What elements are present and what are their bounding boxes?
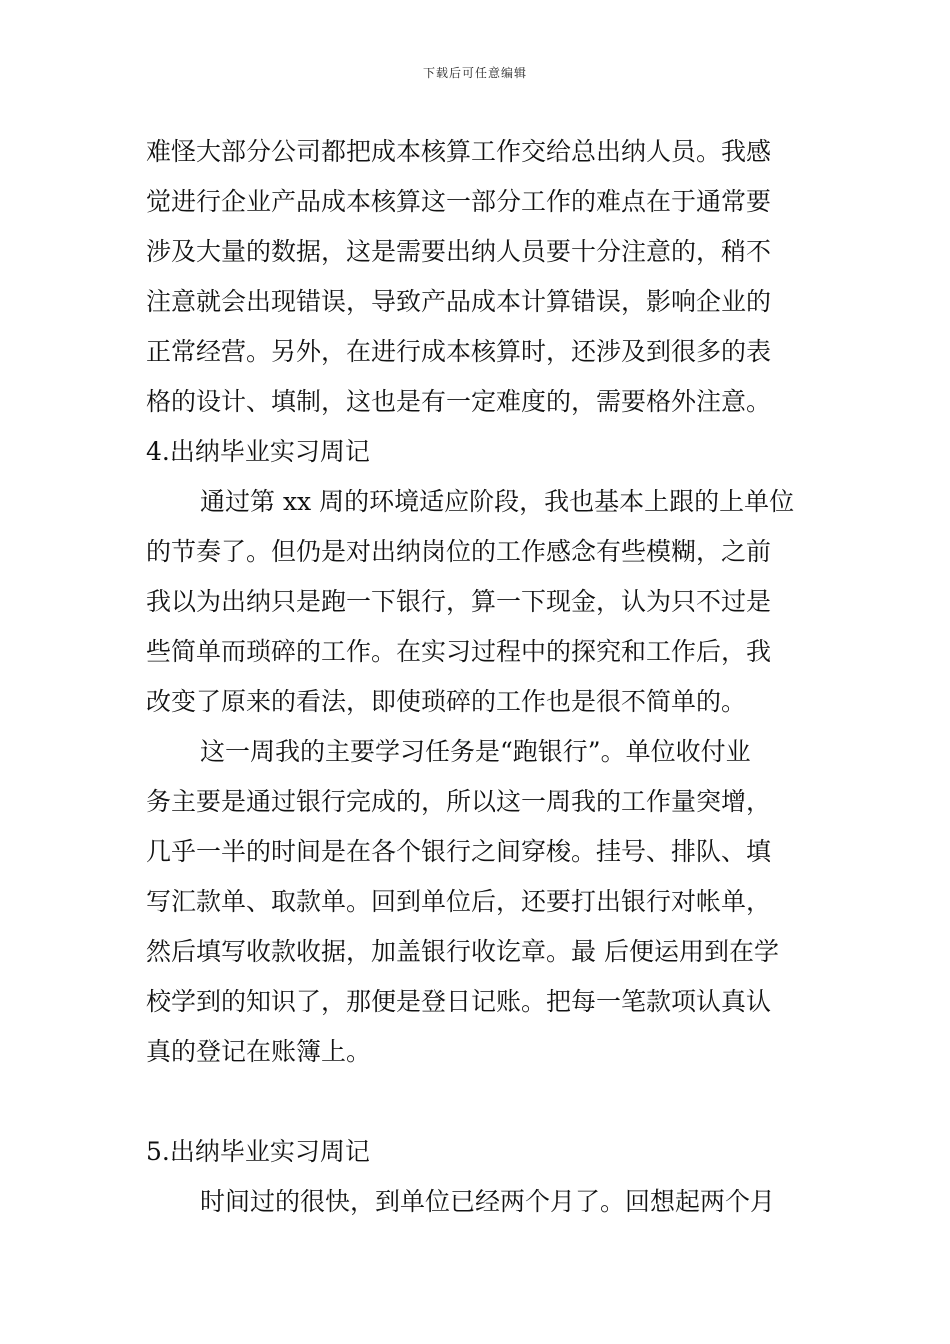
page-header: 下载后可任意编辑 xyxy=(422,66,527,80)
text-line: 格的设计、填制，这也是有一定难度的，需要格外注意。 xyxy=(146,387,772,416)
text-line: 然后填写收款收据，加盖银行收讫章。最 后便运用到在学 xyxy=(146,937,779,966)
text-line: 通过第 xx 周的环境适应阶段，我也基本上跟的上单位 xyxy=(200,487,795,516)
text-line: 些简单而琐碎的工作。在实习过程中的探究和工作后，我 xyxy=(146,637,772,666)
document-body xyxy=(146,127,816,1227)
text-line: 涉及大量的数据，这是需要出纳人员要十分注意的，稍不 xyxy=(146,237,772,266)
section-heading: 4.出纳毕业实习周记 xyxy=(146,437,370,466)
text-line: 写汇款单、取款单。回到单位后，还要打出银行对帐单， xyxy=(146,887,772,916)
paragraph xyxy=(146,477,816,727)
text-line: 真的登记在账簿上。 xyxy=(146,1037,372,1066)
text-line: 我以为出纳只是跑一下银行，算一下现金，认为只不过是 xyxy=(146,587,772,616)
text-line: 觉进行企业产品成本核算这一部分工作的难点在于通常要 xyxy=(146,187,772,216)
blank-line xyxy=(146,1077,816,1127)
text-line: 务主要是通过银行完成的，所以这一周我的工作量突增， xyxy=(146,787,772,816)
text-line: 几乎一半的时间是在各个银行之间穿梭。挂号、排队、填 xyxy=(146,837,772,866)
text-line: 的节奏了。但仍是对出纳岗位的工作感念有些模糊，之前 xyxy=(146,537,772,566)
text-line: 正常经营。另外，在进行成本核算时，还涉及到很多的表 xyxy=(146,337,772,366)
text-line: 注意就会出现错误，导致产品成本计算错误，影响企业的 xyxy=(146,287,772,316)
paragraph xyxy=(146,127,816,427)
text-line: 这一周我的主要学习任务是“跑银行”。单位收付业 xyxy=(200,737,751,766)
section-heading: 5.出纳毕业实习周记 xyxy=(146,1137,370,1166)
paragraph xyxy=(146,1177,816,1227)
text-line: 改变了原来的看法，即使琐碎的工作也是很不简单的。 xyxy=(146,687,747,716)
text-line: 难怪大部分公司都把成本核算工作交给总出纳人员。我感 xyxy=(146,137,772,166)
paragraph xyxy=(146,727,816,1077)
text-line: 时间过的很快，到单位已经两个月了。回想起两个月 xyxy=(200,1187,776,1216)
text-line: 校学到的知识了，那便是登日记账。把每一笔款项认真认 xyxy=(146,987,772,1016)
